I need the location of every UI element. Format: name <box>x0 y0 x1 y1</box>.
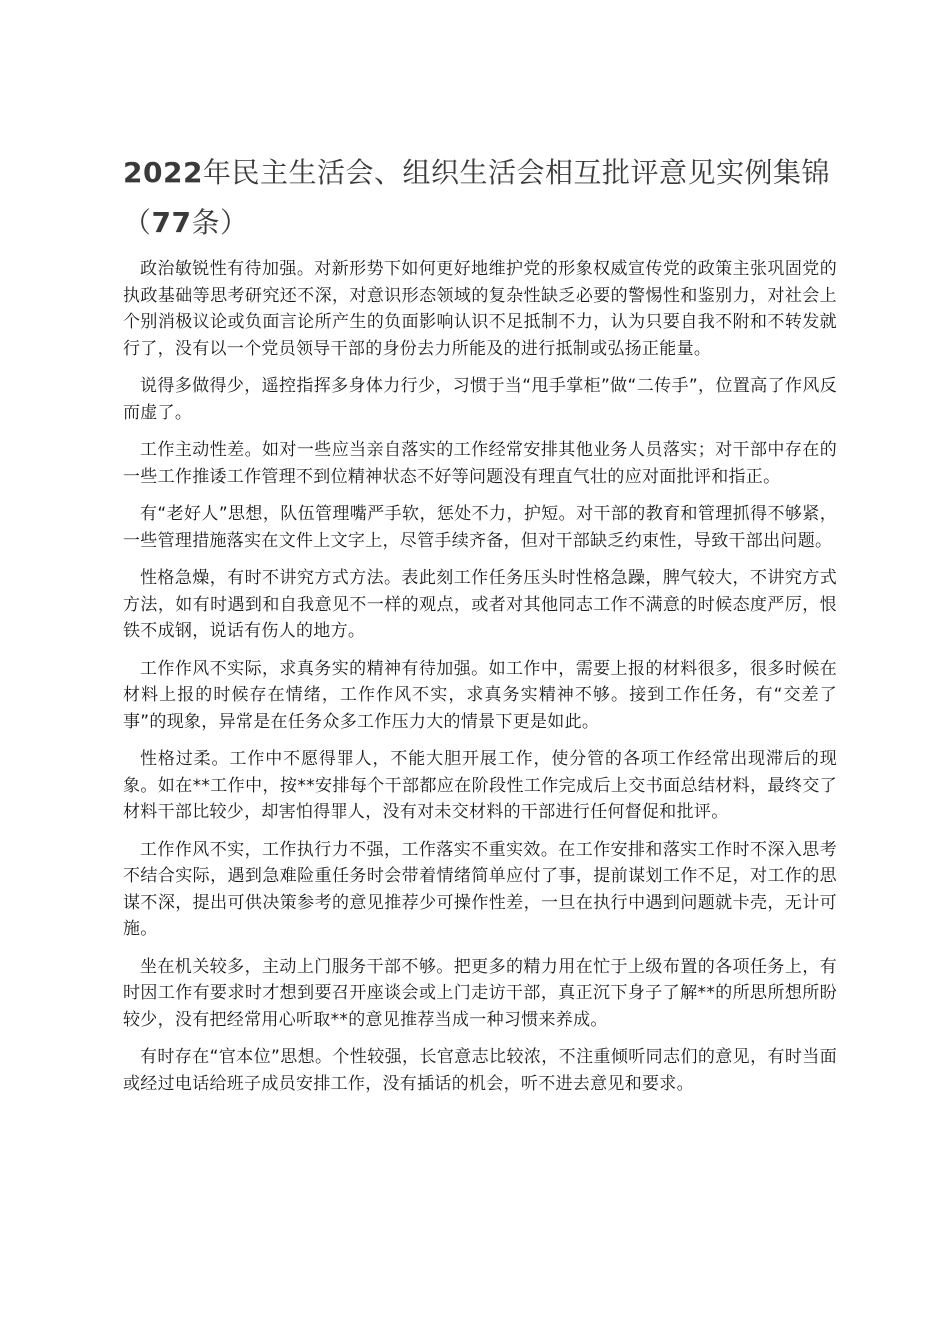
paragraph-6: 工作作风不实际，求真务实的精神有待加强。如工作中，需要上报的材料很多，很多时候在材料上报的时候存在情绪，工作作风不实，求真务实精神不够。接到工作任务，有“交差了事”的现象，异常是在任务众多工作压力大的情景下更是如此。 <box>123 658 837 732</box>
paragraph-1: 政治敏锐性有待加强。对新形势下如何更好地维护党的形象权威宣传党的政策主张巩固党的执政基础等思考研究还不深，对意识形态领域的复杂性缺乏必要的警惕性和鉴别力，对社会上个别消极议论或负面言论所产生的负面影响认识不足抵制不力，认为只要自我不附和不转发就行了，没有以一个党员领导干部的身份去力所能及的进行抵制或弘扬正能量。 <box>123 259 837 359</box>
paragraph-4: 有“老好人”思想，队伍管理嘴严手软，惩处不力，护短。对干部的教育和管理抓得不够紧，一些管理措施落实在文件上文字上，尽管手续齐备，但对干部缺乏约束性，导致干部出问题。 <box>123 504 837 551</box>
paragraph-7: 性格过柔。工作中不愿得罪人，不能大胆开展工作，使分管的各项工作经常出现滞后的现象。如在**工作中，按**安排每个干部都应在阶段性工作完成后上交书面总结材料，最终交了材料干部比较少，却害怕得罪人，没有对未交材料的干部进行任何督促和批评。 <box>123 749 837 822</box>
title-text: 年民主生活会、组织生活会相互批评意见实例集锦（ <box>123 156 830 239</box>
paragraph-5: 性格急燥，有时不讲究方式方法。表此刻工作任务压头时性格急躁，脾气较大，不讲究方式方法，如有时遇到和自我意见不一样的观点，或者对其他同志工作不满意的时候态度严厉，恨铁不成钢，说话有伤人的地方。 <box>123 568 837 641</box>
title-suffix: 条） <box>191 206 249 239</box>
paragraph-10: 有时存在“官本位”思想。个性较强，长官意志比较浓，不注重倾听同志们的意见，有时当面或经过电话给班子成员安排工作，没有插话的机会，听不进去意见和要求。 <box>123 1047 837 1094</box>
paragraph-9: 坐在机关较多，主动上门服务干部不够。把更多的精力用在忙于上级布置的各项任务上，有时因工作有要求时才想到要召开座谈会或上门走访干部，真正沉下身子了解**的所思所想所盼较少，没有把经常用心听取**的意见推荐当成一种习惯来养成。 <box>123 956 837 1030</box>
paragraph-3: 工作主动性差。如对一些应当亲自落实的工作经常安排其他业务人员落实；对干部中存在的一些工作推诿工作管理不到位精神状态不好等问题没有理直气壮的应对面批评和指正。 <box>123 440 837 487</box>
document-title <box>123 148 843 248</box>
title-count: 77 <box>151 206 192 239</box>
title-year: 2022 <box>123 156 203 189</box>
paragraph-2: 说得多做得少，遥控指挥多身体力行少，习惯于当“甩手掌柜”做“二传手”，位置高了作风反而虚了。 <box>123 376 837 423</box>
document-body <box>123 256 837 1108</box>
paragraph-8: 工作作风不实，工作执行力不强，工作落实不重实效。在工作安排和落实工作时不深入思考不结合实际，遇到急难险重任务时会带着情绪简单应付了事，提前谋划工作不足，对工作的思谋不深，提出可供决策参考的意见推荐少可操作性差，一旦在执行中遇到问题就卡壳，无计可施。 <box>123 839 837 939</box>
